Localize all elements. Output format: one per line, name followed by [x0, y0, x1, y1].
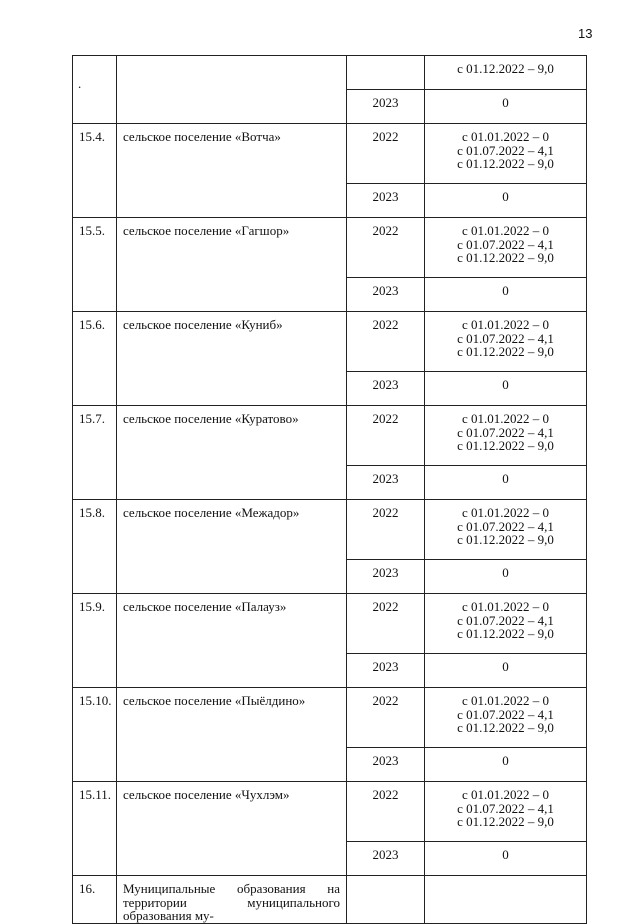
year-cell: 2022 — [347, 312, 425, 372]
rate-cell: 0 — [425, 466, 587, 500]
rate-line: с 01.07.2022 – 4,1 — [457, 330, 554, 346]
number-cell: 15.9. — [73, 594, 117, 688]
name-cell: сельское поселение «Гагшор» — [117, 218, 347, 312]
table-row — [73, 218, 587, 278]
rate-line: с 01.01.2022 – 0 — [461, 505, 550, 520]
number-cell: 15.7. — [73, 406, 117, 500]
name-cell: Муниципальные образования на территории муниципального образования му- — [117, 876, 347, 924]
year-cell — [347, 876, 425, 924]
rate-cell: 0 — [425, 560, 587, 594]
rate-cell: 0 — [425, 278, 587, 312]
stray-mark: . — [78, 76, 82, 91]
name-cell: сельское поселение «Чухлэм» — [117, 782, 347, 876]
year-cell: 2022 — [347, 218, 425, 278]
year-cell: 2022 — [347, 594, 425, 654]
name-cell: сельское поселение «Пыёлдино» — [117, 688, 347, 782]
number-cell — [73, 56, 117, 124]
year-cell: 2023 — [347, 184, 425, 218]
year-cell: 2023 — [347, 748, 425, 782]
rate-line: с 01.01.2022 – 0 — [461, 787, 550, 802]
table-row — [73, 312, 587, 372]
number-cell: 15.6. — [73, 312, 117, 406]
rate-cell — [425, 218, 587, 278]
rate-line: с 01.01.2022 – 0 — [461, 129, 550, 144]
rate-line: с 01.12.2022 – 9,0 — [457, 532, 554, 547]
number-cell: 15.10. — [73, 688, 117, 782]
rate-line: с 01.12.2022 – 9,0 — [457, 250, 554, 265]
rate-line: с 01.07.2022 – 4,1 — [457, 706, 554, 722]
page-number: 13 — [578, 26, 593, 41]
rate-cell — [425, 782, 587, 842]
rate-line: с 01.07.2022 – 4,1 — [457, 800, 554, 816]
rate-cell — [425, 594, 587, 654]
rate-line: с 01.07.2022 – 4,1 — [457, 236, 554, 252]
table-row — [73, 500, 587, 560]
rate-line: с 01.01.2022 – 0 — [461, 693, 550, 708]
rate-line: с 01.12.2022 – 9,0 — [457, 626, 554, 641]
year-cell: 2023 — [347, 560, 425, 594]
rate-line: с 01.01.2022 – 0 — [461, 317, 550, 332]
rate-line: с 01.12.2022 – 9,0 — [457, 720, 554, 735]
year-cell: 2023 — [347, 278, 425, 312]
rate-cell: 0 — [425, 90, 587, 124]
year-cell: 2022 — [347, 500, 425, 560]
rate-line: с 01.12.2022 – 9,0 — [457, 61, 554, 76]
name-cell: сельское поселение «Вотча» — [117, 124, 347, 218]
year-cell: 2023 — [347, 842, 425, 876]
year-cell: 2022 — [347, 124, 425, 184]
rate-cell: 0 — [425, 748, 587, 782]
number-cell: 15.4. — [73, 124, 117, 218]
rate-line: с 01.01.2022 – 0 — [461, 223, 550, 238]
rate-cell — [425, 876, 587, 924]
year-cell: 2023 — [347, 372, 425, 406]
rate-line: с 01.07.2022 – 4,1 — [457, 612, 554, 628]
number-cell: 15.5. — [73, 218, 117, 312]
rate-cell: 0 — [425, 654, 587, 688]
name-cell: сельское поселение «Межадор» — [117, 500, 347, 594]
table-row — [73, 876, 587, 924]
rate-line: с 01.01.2022 – 0 — [461, 411, 550, 426]
number-cell: 16. — [73, 876, 117, 924]
rate-cell: 0 — [425, 842, 587, 876]
rate-line: с 01.01.2022 – 0 — [461, 599, 550, 614]
year-cell: 2023 — [347, 654, 425, 688]
rate-line: с 01.07.2022 – 4,1 — [457, 518, 554, 534]
year-cell: 2022 — [347, 406, 425, 466]
table-row — [73, 124, 587, 184]
rate-line: с 01.12.2022 – 9,0 — [457, 156, 554, 171]
table-row — [73, 782, 587, 842]
rate-line: с 01.07.2022 – 4,1 — [457, 424, 554, 440]
rate-cell: 0 — [425, 372, 587, 406]
year-cell: 2022 — [347, 782, 425, 842]
rate-cell: 0 — [425, 184, 587, 218]
year-cell: 2023 — [347, 90, 425, 124]
rates-table — [72, 55, 587, 924]
name-cell: сельское поселение «Куратово» — [117, 406, 347, 500]
rate-line: с 01.12.2022 – 9,0 — [457, 814, 554, 829]
table-row — [73, 406, 587, 466]
name-cell: сельское поселение «Куниб» — [117, 312, 347, 406]
rate-cell — [425, 500, 587, 560]
rate-line: с 01.07.2022 – 4,1 — [457, 142, 554, 158]
number-cell: 15.8. — [73, 500, 117, 594]
rate-cell — [425, 124, 587, 184]
table-row — [73, 56, 587, 90]
rate-cell — [425, 56, 587, 90]
name-cell — [117, 56, 347, 124]
table-row — [73, 688, 587, 748]
year-cell — [347, 56, 425, 90]
name-cell: сельское поселение «Палауз» — [117, 594, 347, 688]
year-cell: 2023 — [347, 466, 425, 500]
table-row — [73, 594, 587, 654]
number-cell: 15.11. — [73, 782, 117, 876]
rate-cell — [425, 312, 587, 372]
year-cell: 2022 — [347, 688, 425, 748]
rate-line: с 01.12.2022 – 9,0 — [457, 438, 554, 453]
rate-cell — [425, 406, 587, 466]
rate-cell — [425, 688, 587, 748]
rate-line: с 01.12.2022 – 9,0 — [457, 344, 554, 359]
